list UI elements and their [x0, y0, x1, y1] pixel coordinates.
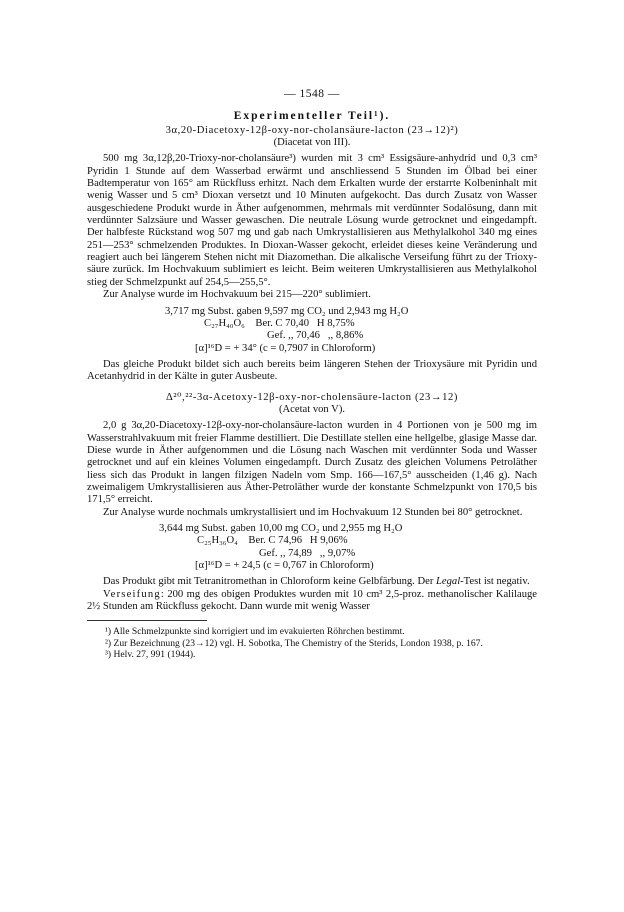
paragraph	[87, 576, 537, 588]
footnote: ¹) Alle Schmelzpunkte sind korrigiert und im evakuierten Röhrchen bestimmt.	[105, 626, 405, 638]
paragraph: Zur Analyse wurde im Hochvakuum bei 215—220° sublimiert.	[103, 289, 371, 301]
legal-test-name: Legal	[436, 576, 461, 588]
analysis-line: Gef. ,, 74,89 ,, 9,07%	[259, 547, 356, 559]
analysis-line: 3,717 mg Subst. gaben 9,597 mg CO₂ und 2,943 mg H₂O	[165, 305, 409, 317]
analysis-line: C₂₅H₃₆O₄ Ber. C 74,96 H 9,06%	[197, 535, 348, 547]
paragraph: 500 mg 3α,12β,20-Trioxy-nor-cholansäure³) wurden mit 3 cm³ Essigsäure-anhydrid und 0,3 cm³ Pyridin 1 Stunde auf dem Wasserbad erwärmt und anschliessend 5 Stunden im Ölbad bei einer Badtemperatur von 165° am Rückfluss erhitzt. Nach dem Erkalten wurde der erstarrte Kolbeninhalt mit wenig Wasser und 5 cm³ Dioxan versetzt und 10 Minuten aufgekocht. Das durch Zusatz von Wasser ausgeschiedene Produkt wurde in Äther aufgenommen, mehrmals mit verdünnter Sodalösung, dann mit verdünnter Salzsäure und Wasser gewaschen. Die neutrale Lösung wurde getrocknet und eingedampft. Der halbfeste Rückstand wog 507 mg und gab nach Umkrystallisieren aus Methylalkohol 340 mg eines 251—253° schmelzenden Produktes. In Dioxan-Wasser gekocht, erleidet dieses keine Veränderung und reagiert auch bei längerem Stehen nicht mit Diazomethan. Die alkalische Verseifung führt zu der Trioxy-säure zurück. Im Hochvakuum sublimiert es leicht. Beim weiteren Umkrystallisieren aus Methylalkohol stieg der Schmelzpunkt auf 254,5—255,5°.	[87, 153, 537, 288]
compound-subtitle-2: (Acetat von V).	[279, 403, 345, 415]
analysis-line: [α]¹⁶D = + 24,5 (c = 0,767 in Chloroform)	[195, 560, 374, 572]
paragraph	[87, 589, 537, 614]
document-page	[87, 88, 537, 660]
compound-subtitle-1: (Diacetat von III).	[273, 137, 351, 149]
footnote: ³) Helv. 27, 991 (1944).	[105, 648, 196, 660]
page-number: — 1548 —	[284, 88, 340, 100]
paragraph: 2,0 g 3α,20-Diacetoxy-12β-oxy-nor-cholansäure-lacton wurden in 4 Portionen von je 500 mg im Wasserstrahlvakuum mit freier Flamme destilliert. Die Destillate stellen eine hellgelbe, glasige Masse dar. Diese wurde in Äther aufgenommen und die Lösung nach Waschen mit verdünnter Soda und Wasser getrocknet und auf ein kleines Volumen eingedampft. Durch Zusatz des gleichen Volumens Petroläther liess sich das Produkt in langen filzigen Nadeln vom Smp. 166—167,5° ausscheiden (1,46 g). Nach zweimaligem Umkrystallisieren aus Äther-Petroläther wurde der konstante Schmelzpunkt von 170,5 bis 171,5° erreicht.	[87, 420, 537, 506]
analysis-line: C₂₇H₄₀O₆ Ber. C 70,40 H 8,75%	[204, 317, 355, 329]
footnote: ²) Zur Bezeichnung (23→12) vgl. H. Sobotka, The Chemistry of the Sterids, London 1938, p. 167.	[105, 637, 483, 649]
verseifung-label: Verseifung	[103, 588, 161, 600]
footnote-divider	[87, 620, 207, 621]
section-heading: Experimenteller Teil¹).	[233, 110, 391, 123]
compound-title-1: 3α,20-Diacetoxy-12β-oxy-nor-cholansäure-lacton (23→12)²)	[165, 124, 459, 136]
paragraph: Zur Analyse wurde nochmals umkrystallisiert und im Hochvakuum 12 Stunden bei 80° getrocknet.	[103, 506, 523, 518]
analysis-line: 3,644 mg Subst. gaben 10,00 mg CO₂ und 2,955 mg H₂O	[159, 523, 403, 534]
paragraph: Das gleiche Produkt bildet sich auch bereits beim längeren Stehen der Trioxysäure mit Pyridin und Acetanhydrid in der Kälte in guter Ausbeute.	[87, 358, 537, 383]
analysis-line: Gef. ,, 70,46 ,, 8,86%	[267, 330, 364, 342]
analysis-block-1	[87, 306, 537, 355]
text-run: -Test ist negativ.	[460, 576, 530, 588]
text-run: Das Produkt gibt mit Tetranitromethan in Chloroform keine Gelbfärbung. Der	[103, 576, 436, 588]
compound-title-2: Δ²⁰,²²-3α-Acetoxy-12β-oxy-nor-cholensäure-lacton (23→12)	[165, 391, 458, 403]
analysis-block-2	[87, 523, 537, 572]
analysis-line: [α]¹⁶D = + 34° (c = 0,7907 in Chloroform)	[195, 342, 376, 354]
text-run: : 200 mg des obigen Produktes wurden mit 10 cm³ 2,5-proz. methanolischer Kalilauge 2½ Stunden am Rückfluss gekocht. Dann wurde mit wenig Wasser	[87, 588, 537, 613]
